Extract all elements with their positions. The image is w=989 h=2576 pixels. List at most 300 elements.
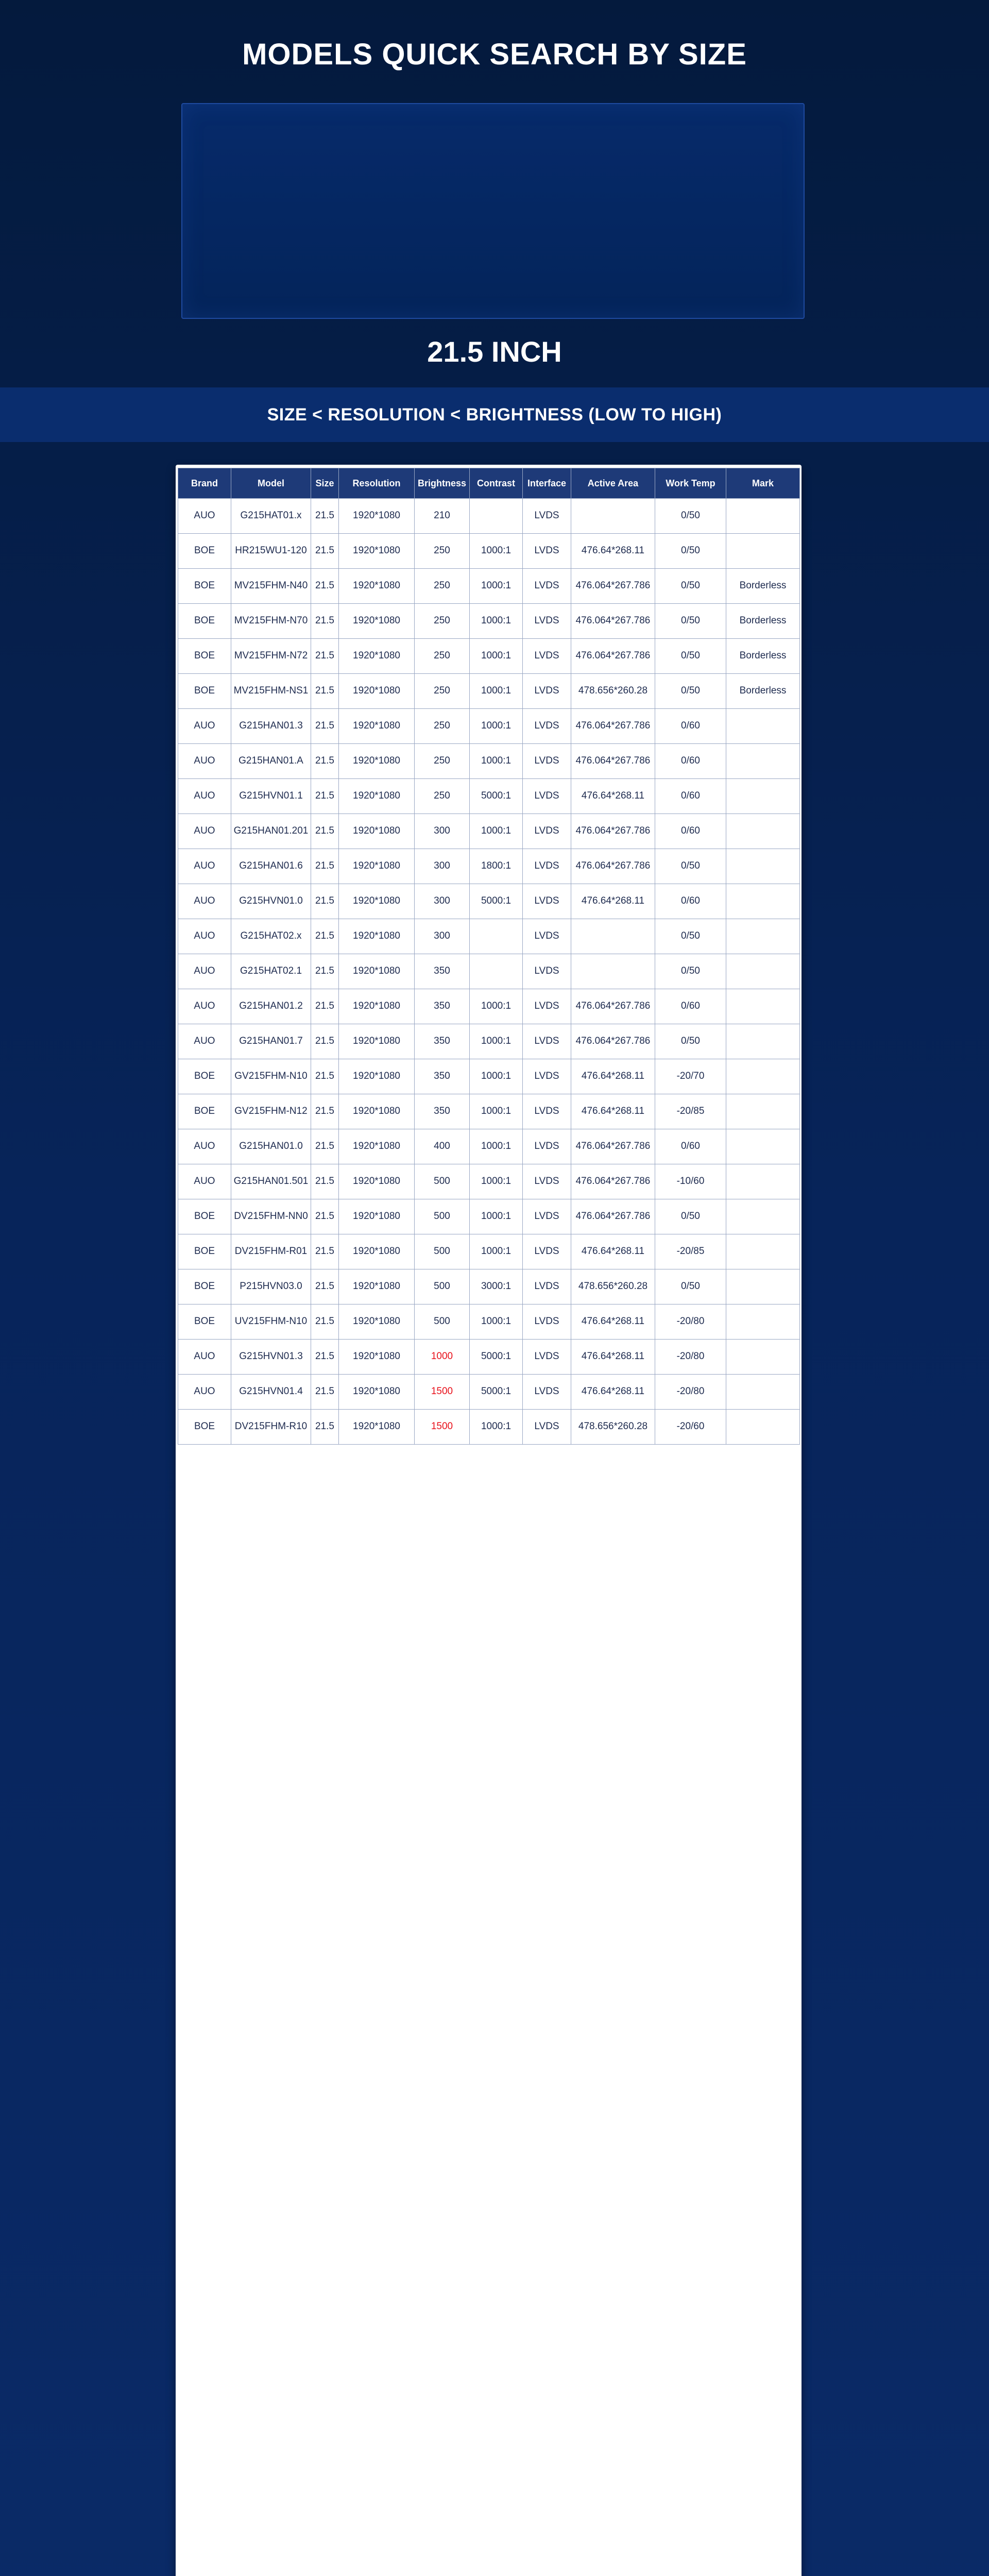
cell-model: G215HAN01.501	[231, 1164, 311, 1199]
cell-size: 21.5	[311, 604, 339, 639]
cell-resolution: 1920*1080	[339, 1410, 415, 1445]
cell-active-area: 476.064*267.786	[571, 1024, 655, 1059]
cell-brand: BOE	[178, 674, 231, 709]
cell-model: G215HAN01.A	[231, 744, 311, 779]
cell-work-temp: 0/60	[655, 744, 726, 779]
cell-brand: AUO	[178, 779, 231, 814]
cell-work-temp: 0/50	[655, 534, 726, 569]
cell-interface: LVDS	[523, 709, 571, 744]
cell-work-temp: 0/60	[655, 884, 726, 919]
cell-work-temp: -20/80	[655, 1304, 726, 1340]
cell-resolution: 1920*1080	[339, 499, 415, 534]
cell-active-area: 476.64*268.11	[571, 1304, 655, 1340]
cell-resolution: 1920*1080	[339, 639, 415, 674]
cell-interface: LVDS	[523, 744, 571, 779]
cell-model: G215HAT02.1	[231, 954, 311, 989]
cell-size: 21.5	[311, 1375, 339, 1410]
cell-work-temp: 0/50	[655, 499, 726, 534]
table-row	[178, 814, 800, 849]
table-row	[178, 1304, 800, 1340]
cell-mark	[726, 989, 800, 1024]
cell-brightness: 250	[415, 674, 470, 709]
cell-work-temp: 0/50	[655, 1269, 726, 1304]
table-row	[178, 744, 800, 779]
cell-active-area	[571, 919, 655, 954]
cell-contrast	[470, 919, 523, 954]
cell-size: 21.5	[311, 569, 339, 604]
cell-work-temp: -10/60	[655, 1164, 726, 1199]
cell-resolution: 1920*1080	[339, 1094, 415, 1129]
cell-interface: LVDS	[523, 1024, 571, 1059]
cell-contrast: 5000:1	[470, 779, 523, 814]
cell-resolution: 1920*1080	[339, 709, 415, 744]
cell-brand: AUO	[178, 1375, 231, 1410]
cell-size: 21.5	[311, 639, 339, 674]
cell-model: DV215FHM-NN0	[231, 1199, 311, 1234]
cell-active-area: 476.064*267.786	[571, 569, 655, 604]
cell-resolution: 1920*1080	[339, 954, 415, 989]
cell-active-area: 478.656*260.28	[571, 1269, 655, 1304]
cell-brand: AUO	[178, 1129, 231, 1164]
cell-brand: AUO	[178, 1340, 231, 1375]
cell-brand: AUO	[178, 919, 231, 954]
header-active-area: Active Area	[571, 468, 655, 499]
cell-size: 21.5	[311, 499, 339, 534]
cell-resolution: 1920*1080	[339, 1024, 415, 1059]
cell-active-area: 476.64*268.11	[571, 1059, 655, 1094]
cell-size: 21.5	[311, 534, 339, 569]
cell-model: HR215WU1-120	[231, 534, 311, 569]
cell-contrast: 3000:1	[470, 1269, 523, 1304]
cell-interface: LVDS	[523, 849, 571, 884]
cell-model: MV215FHM-N70	[231, 604, 311, 639]
table-row	[178, 1199, 800, 1234]
cell-mark: Borderless	[726, 604, 800, 639]
sort-order-text: SIZE < RESOLUTION < BRIGHTNESS (LOW TO HIGH)	[267, 404, 722, 425]
cell-interface: LVDS	[523, 569, 571, 604]
cell-brightness: 500	[415, 1269, 470, 1304]
cell-contrast	[470, 499, 523, 534]
cell-size: 21.5	[311, 954, 339, 989]
cell-size: 21.5	[311, 814, 339, 849]
cell-mark	[726, 1234, 800, 1269]
cell-size: 21.5	[311, 1129, 339, 1164]
cell-work-temp: 0/50	[655, 674, 726, 709]
cell-mark	[726, 1129, 800, 1164]
cell-brightness: 350	[415, 1094, 470, 1129]
cell-contrast: 5000:1	[470, 1340, 523, 1375]
cell-interface: LVDS	[523, 1410, 571, 1445]
table-row	[178, 1269, 800, 1304]
cell-work-temp: -20/70	[655, 1059, 726, 1094]
cell-brightness: 500	[415, 1164, 470, 1199]
cell-size: 21.5	[311, 1234, 339, 1269]
cell-resolution: 1920*1080	[339, 1129, 415, 1164]
cell-resolution: 1920*1080	[339, 884, 415, 919]
cell-model: G215HAN01.7	[231, 1024, 311, 1059]
cell-interface: LVDS	[523, 1059, 571, 1094]
cell-model: G215HVN01.1	[231, 779, 311, 814]
cell-model: G215HAN01.2	[231, 989, 311, 1024]
cell-brightness: 250	[415, 779, 470, 814]
cell-work-temp: 0/60	[655, 814, 726, 849]
cell-size: 21.5	[311, 1059, 339, 1094]
cell-mark	[726, 884, 800, 919]
table-row	[178, 1410, 800, 1445]
cell-brand: AUO	[178, 1024, 231, 1059]
cell-mark	[726, 1340, 800, 1375]
cell-active-area: 478.656*260.28	[571, 674, 655, 709]
table-row	[178, 604, 800, 639]
cell-resolution: 1920*1080	[339, 1375, 415, 1410]
header-brightness: Brightness	[415, 468, 470, 499]
table-body	[178, 499, 800, 1445]
cell-brightness: 210	[415, 499, 470, 534]
cell-brightness: 250	[415, 709, 470, 744]
cell-size: 21.5	[311, 1164, 339, 1199]
cell-mark	[726, 1094, 800, 1129]
cell-brand: AUO	[178, 709, 231, 744]
cell-brand: BOE	[178, 1304, 231, 1340]
cell-brightness: 250	[415, 604, 470, 639]
cell-brightness: 500	[415, 1304, 470, 1340]
cell-mark	[726, 1164, 800, 1199]
cell-resolution: 1920*1080	[339, 814, 415, 849]
cell-work-temp: 0/50	[655, 1024, 726, 1059]
models-table	[178, 468, 800, 1445]
cell-active-area: 476.64*268.11	[571, 1234, 655, 1269]
table-row	[178, 569, 800, 604]
table-row	[178, 1164, 800, 1199]
cell-brand: AUO	[178, 954, 231, 989]
header-resolution: Resolution	[339, 468, 415, 499]
cell-brightness: 250	[415, 534, 470, 569]
cell-work-temp: -20/85	[655, 1234, 726, 1269]
table-row	[178, 989, 800, 1024]
cell-brand: AUO	[178, 499, 231, 534]
cell-brand: AUO	[178, 989, 231, 1024]
cell-contrast: 1000:1	[470, 1304, 523, 1340]
cell-work-temp: 0/60	[655, 1129, 726, 1164]
cell-work-temp: -20/80	[655, 1340, 726, 1375]
cell-work-temp: 0/60	[655, 989, 726, 1024]
cell-active-area	[571, 954, 655, 989]
cell-mark	[726, 1199, 800, 1234]
header-size: Size	[311, 468, 339, 499]
cell-model: MV215FHM-N72	[231, 639, 311, 674]
cell-model: GV215FHM-N10	[231, 1059, 311, 1094]
table-row	[178, 1059, 800, 1094]
cell-active-area: 478.656*260.28	[571, 1410, 655, 1445]
cell-active-area: 476.064*267.786	[571, 639, 655, 674]
cell-work-temp: -20/80	[655, 1375, 726, 1410]
cell-contrast: 1800:1	[470, 849, 523, 884]
cell-size: 21.5	[311, 1304, 339, 1340]
table-row	[178, 954, 800, 989]
cell-interface: LVDS	[523, 954, 571, 989]
cell-mark	[726, 1375, 800, 1410]
cell-contrast: 1000:1	[470, 989, 523, 1024]
cell-resolution: 1920*1080	[339, 1059, 415, 1094]
header-mark: Mark	[726, 468, 800, 499]
header-interface: Interface	[523, 468, 571, 499]
cell-model: G215HAN01.0	[231, 1129, 311, 1164]
cell-active-area: 476.064*267.786	[571, 814, 655, 849]
table-row	[178, 1375, 800, 1410]
cell-size: 21.5	[311, 1199, 339, 1234]
cell-active-area: 476.064*267.786	[571, 709, 655, 744]
cell-brand: BOE	[178, 1199, 231, 1234]
cell-resolution: 1920*1080	[339, 989, 415, 1024]
cell-mark	[726, 919, 800, 954]
cell-brightness: 300	[415, 849, 470, 884]
cell-model: G215HAN01.201	[231, 814, 311, 849]
cell-brightness: 300	[415, 814, 470, 849]
cell-contrast: 1000:1	[470, 1024, 523, 1059]
cell-interface: LVDS	[523, 1269, 571, 1304]
cell-mark	[726, 1269, 800, 1304]
cell-contrast: 1000:1	[470, 814, 523, 849]
cell-model: G215HAN01.3	[231, 709, 311, 744]
cell-model: DV215FHM-R10	[231, 1410, 311, 1445]
cell-resolution: 1920*1080	[339, 919, 415, 954]
header-work-temp: Work Temp	[655, 468, 726, 499]
header-model: Model	[231, 468, 311, 499]
cell-work-temp: 0/50	[655, 849, 726, 884]
cell-mark	[726, 814, 800, 849]
cell-size: 21.5	[311, 1410, 339, 1445]
cell-size: 21.5	[311, 779, 339, 814]
cell-size: 21.5	[311, 1340, 339, 1375]
cell-resolution: 1920*1080	[339, 744, 415, 779]
cell-contrast: 1000:1	[470, 569, 523, 604]
table-row	[178, 849, 800, 884]
cell-interface: LVDS	[523, 1129, 571, 1164]
cell-resolution: 1920*1080	[339, 849, 415, 884]
cell-brand: BOE	[178, 569, 231, 604]
cell-active-area: 476.064*267.786	[571, 849, 655, 884]
table-row	[178, 919, 800, 954]
cell-mark	[726, 499, 800, 534]
cell-model: G215HAT02.x	[231, 919, 311, 954]
table-row	[178, 884, 800, 919]
cell-brightness: 350	[415, 1024, 470, 1059]
cell-active-area: 476.64*268.11	[571, 1340, 655, 1375]
cell-resolution: 1920*1080	[339, 1340, 415, 1375]
cell-mark	[726, 744, 800, 779]
cell-size: 21.5	[311, 919, 339, 954]
cell-size: 21.5	[311, 1269, 339, 1304]
cell-brightness: 1000	[415, 1340, 470, 1375]
cell-interface: LVDS	[523, 534, 571, 569]
cell-work-temp: -20/85	[655, 1094, 726, 1129]
cell-mark: Borderless	[726, 569, 800, 604]
cell-model: G215HVN01.3	[231, 1340, 311, 1375]
cell-interface: LVDS	[523, 814, 571, 849]
cell-active-area	[571, 499, 655, 534]
cell-mark	[726, 849, 800, 884]
cell-work-temp: 0/50	[655, 604, 726, 639]
cell-work-temp: 0/50	[655, 919, 726, 954]
cell-interface: LVDS	[523, 1199, 571, 1234]
cell-mark	[726, 954, 800, 989]
banner-image-placeholder	[181, 103, 805, 319]
table-row	[178, 1024, 800, 1059]
cell-interface: LVDS	[523, 604, 571, 639]
cell-resolution: 1920*1080	[339, 674, 415, 709]
cell-size: 21.5	[311, 849, 339, 884]
table-row	[178, 709, 800, 744]
cell-brand: BOE	[178, 1094, 231, 1129]
page-title: MODELS QUICK SEARCH BY SIZE	[242, 38, 747, 71]
cell-contrast: 1000:1	[470, 1164, 523, 1199]
sort-order-banner	[0, 387, 989, 442]
cell-contrast: 1000:1	[470, 1129, 523, 1164]
table-row	[178, 674, 800, 709]
cell-active-area: 476.64*268.11	[571, 1375, 655, 1410]
cell-active-area: 476.064*267.786	[571, 1164, 655, 1199]
cell-work-temp: -20/60	[655, 1410, 726, 1445]
cell-contrast: 1000:1	[470, 1059, 523, 1094]
cell-model: GV215FHM-N12	[231, 1094, 311, 1129]
cell-contrast: 5000:1	[470, 884, 523, 919]
cell-brand: BOE	[178, 1269, 231, 1304]
cell-mark	[726, 709, 800, 744]
cell-mark	[726, 1024, 800, 1059]
cell-model: G215HAN01.6	[231, 849, 311, 884]
cell-mark: Borderless	[726, 674, 800, 709]
cell-mark	[726, 1304, 800, 1340]
size-heading: 21.5 INCH	[427, 335, 562, 368]
cell-interface: LVDS	[523, 1340, 571, 1375]
cell-contrast: 1000:1	[470, 534, 523, 569]
cell-brand: AUO	[178, 849, 231, 884]
cell-active-area: 476.064*267.786	[571, 1199, 655, 1234]
cell-brand: AUO	[178, 744, 231, 779]
cell-brand: BOE	[178, 1410, 231, 1445]
cell-size: 21.5	[311, 1024, 339, 1059]
table-row	[178, 499, 800, 534]
cell-active-area: 476.064*267.786	[571, 744, 655, 779]
cell-mark	[726, 1059, 800, 1094]
cell-model: MV215FHM-N40	[231, 569, 311, 604]
cell-contrast: 1000:1	[470, 639, 523, 674]
cell-interface: LVDS	[523, 1375, 571, 1410]
cell-resolution: 1920*1080	[339, 779, 415, 814]
cell-brightness: 500	[415, 1234, 470, 1269]
cell-model: G215HVN01.4	[231, 1375, 311, 1410]
cell-brightness: 350	[415, 989, 470, 1024]
table-row	[178, 1129, 800, 1164]
cell-contrast: 1000:1	[470, 1199, 523, 1234]
cell-contrast: 1000:1	[470, 1410, 523, 1445]
cell-size: 21.5	[311, 1094, 339, 1129]
cell-interface: LVDS	[523, 499, 571, 534]
cell-brightness: 250	[415, 639, 470, 674]
cell-brightness: 300	[415, 919, 470, 954]
cell-active-area: 476.64*268.11	[571, 534, 655, 569]
cell-brightness: 500	[415, 1199, 470, 1234]
cell-model: P215HVN03.0	[231, 1269, 311, 1304]
cell-contrast: 5000:1	[470, 1375, 523, 1410]
cell-brand: BOE	[178, 1059, 231, 1094]
cell-size: 21.5	[311, 709, 339, 744]
table-row	[178, 779, 800, 814]
cell-brightness: 1500	[415, 1375, 470, 1410]
cell-resolution: 1920*1080	[339, 1269, 415, 1304]
cell-contrast: 1000:1	[470, 709, 523, 744]
cell-brightness: 400	[415, 1129, 470, 1164]
cell-work-temp: 0/50	[655, 1199, 726, 1234]
cell-brightness: 300	[415, 884, 470, 919]
cell-interface: LVDS	[523, 779, 571, 814]
cell-interface: LVDS	[523, 1164, 571, 1199]
cell-brand: BOE	[178, 639, 231, 674]
table-header-row	[178, 468, 800, 499]
cell-contrast: 1000:1	[470, 674, 523, 709]
cell-resolution: 1920*1080	[339, 1199, 415, 1234]
cell-work-temp: 0/60	[655, 779, 726, 814]
cell-size: 21.5	[311, 884, 339, 919]
cell-brand: BOE	[178, 534, 231, 569]
cell-interface: LVDS	[523, 919, 571, 954]
cell-resolution: 1920*1080	[339, 604, 415, 639]
cell-resolution: 1920*1080	[339, 1304, 415, 1340]
models-table-panel	[176, 465, 802, 2576]
cell-contrast: 1000:1	[470, 744, 523, 779]
cell-mark: Borderless	[726, 639, 800, 674]
cell-brand: BOE	[178, 604, 231, 639]
cell-work-temp: 0/50	[655, 569, 726, 604]
cell-work-temp: 0/50	[655, 954, 726, 989]
table-row	[178, 1094, 800, 1129]
table-row	[178, 1340, 800, 1375]
cell-mark	[726, 534, 800, 569]
cell-interface: LVDS	[523, 639, 571, 674]
cell-brightness: 350	[415, 954, 470, 989]
cell-active-area: 476.64*268.11	[571, 779, 655, 814]
cell-resolution: 1920*1080	[339, 1164, 415, 1199]
table-row	[178, 1234, 800, 1269]
cell-brightness: 350	[415, 1059, 470, 1094]
cell-active-area: 476.64*268.11	[571, 884, 655, 919]
cell-model: UV215FHM-N10	[231, 1304, 311, 1340]
cell-model: DV215FHM-R01	[231, 1234, 311, 1269]
cell-model: MV215FHM-NS1	[231, 674, 311, 709]
cell-model: G215HAT01.x	[231, 499, 311, 534]
cell-interface: LVDS	[523, 884, 571, 919]
cell-contrast: 1000:1	[470, 1094, 523, 1129]
header-brand: Brand	[178, 468, 231, 499]
cell-work-temp: 0/50	[655, 639, 726, 674]
cell-interface: LVDS	[523, 989, 571, 1024]
cell-brand: AUO	[178, 814, 231, 849]
cell-contrast: 1000:1	[470, 1234, 523, 1269]
cell-mark	[726, 1410, 800, 1445]
cell-active-area: 476.064*267.786	[571, 989, 655, 1024]
cell-interface: LVDS	[523, 1094, 571, 1129]
cell-brand: AUO	[178, 1164, 231, 1199]
cell-contrast	[470, 954, 523, 989]
cell-resolution: 1920*1080	[339, 569, 415, 604]
cell-size: 21.5	[311, 744, 339, 779]
cell-brightness: 1500	[415, 1410, 470, 1445]
cell-brightness: 250	[415, 744, 470, 779]
cell-active-area: 476.64*268.11	[571, 1094, 655, 1129]
cell-size: 21.5	[311, 674, 339, 709]
table-row	[178, 534, 800, 569]
cell-model: G215HVN01.0	[231, 884, 311, 919]
